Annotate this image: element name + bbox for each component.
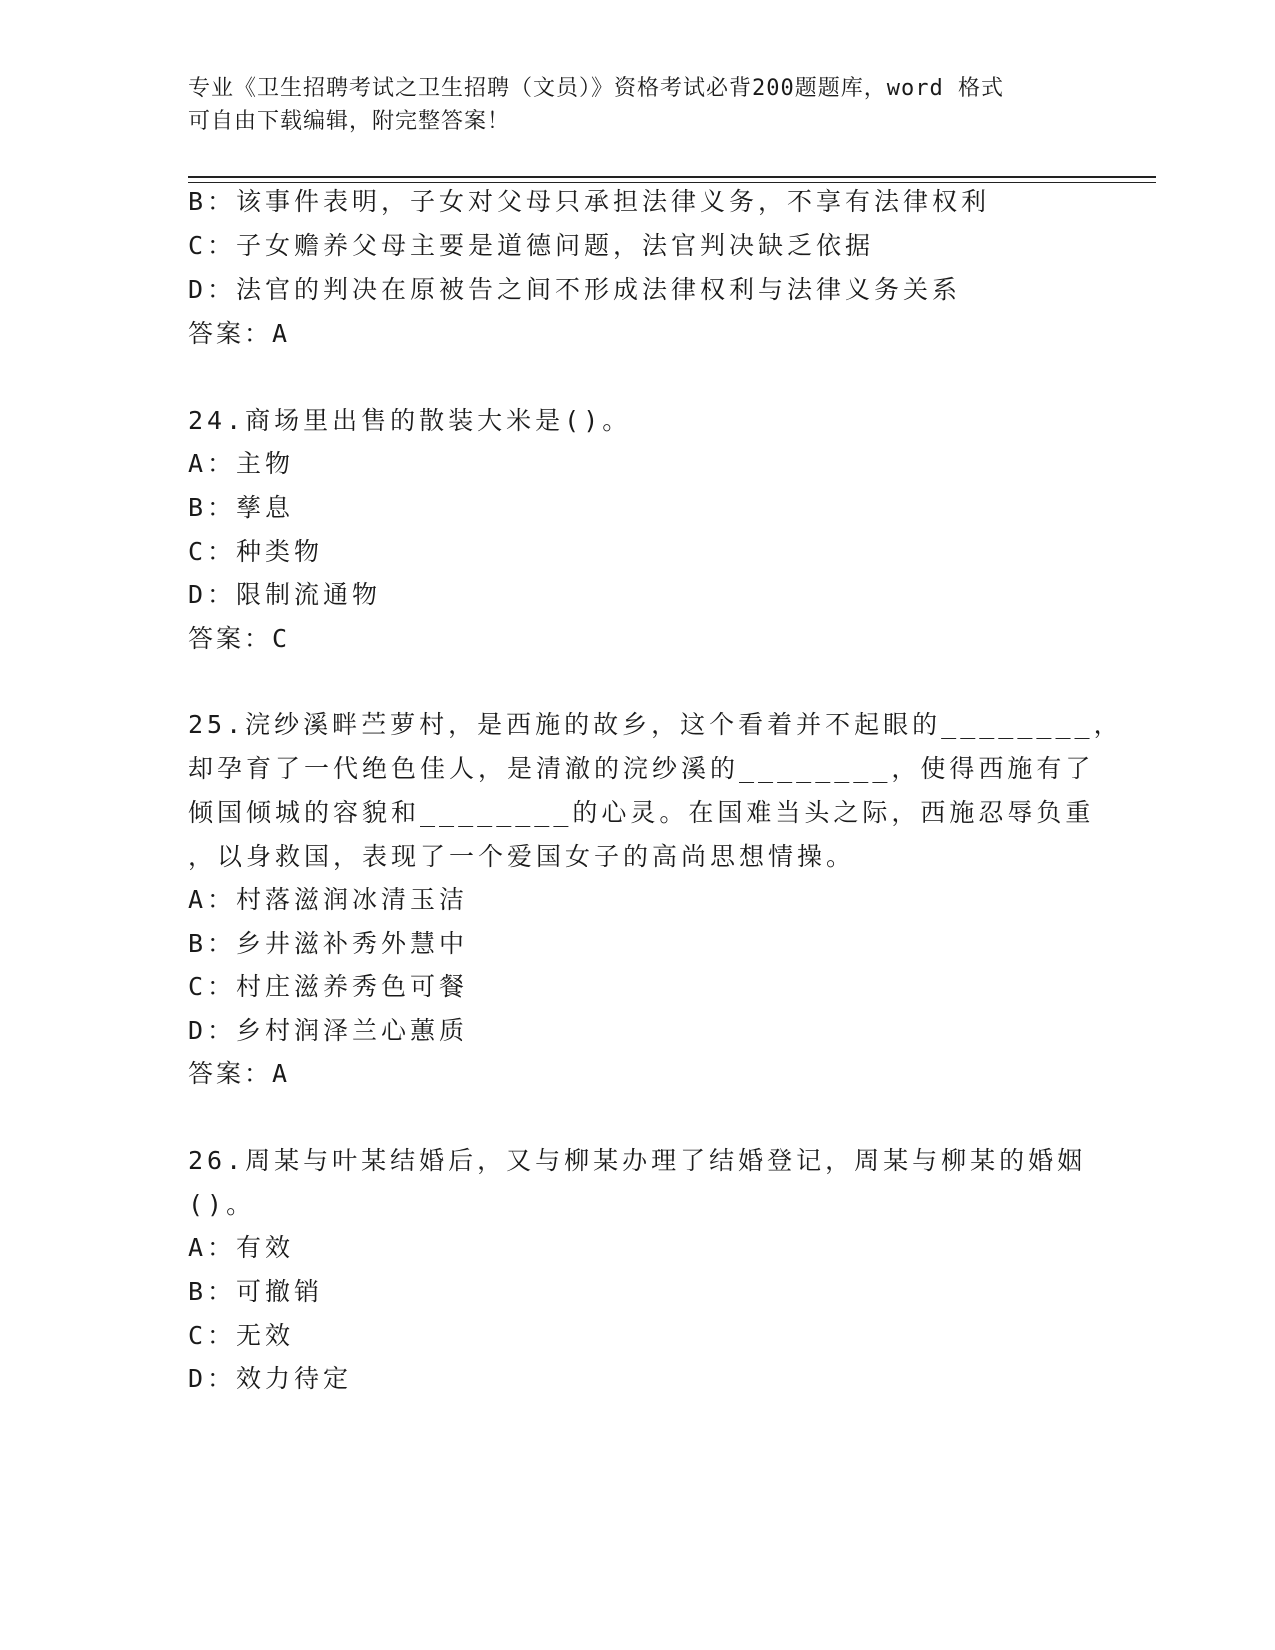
q25-option-a: A：村落滋润冰清玉洁 [188, 885, 469, 914]
header-rule-thin [188, 182, 1156, 183]
q26-option-d: D：效力待定 [188, 1364, 353, 1393]
q25-option-c: C：村庄滋养秀色可餐 [188, 972, 469, 1001]
q25-stem-line-3: 倾国倾城的容貌和________的心灵。在国难当头之际，西施忍辱负重 [188, 798, 1095, 827]
q24-stem: 24.商场里出售的散装大米是()。 [188, 406, 632, 435]
q24-option-d: D：限制流通物 [188, 580, 382, 609]
q24-option-a: A：主物 [188, 449, 295, 478]
q26-stem-line-2: ()。 [188, 1190, 256, 1219]
q23-option-c: C：子女赡养父母主要是道德问题，法官判决缺乏依据 [188, 231, 875, 260]
q25-stem-line-4: ，以身救国，表现了一个爱国女子的高尚思想情操。 [188, 842, 856, 871]
q26-stem-line-1: 26.周某与叶某结婚后，又与柳某办理了结婚登记，周某与柳某的婚姻 [188, 1146, 1087, 1175]
header-line-1: 专业《卫生招聘考试之卫生招聘（文员）》资格考试必背200题题库，word 格式 [188, 76, 1004, 101]
q24-answer: 答案：C [188, 624, 291, 653]
q25-stem-line-2: 却孕育了一代绝色佳人，是清澈的浣纱溪的________，使得西施有了 [188, 754, 1095, 783]
q24-option-b: B：孳息 [188, 493, 295, 522]
document-header [188, 72, 1088, 138]
header-line-2: 可自由下载编辑，附完整答案！ [188, 109, 511, 134]
q25-answer: 答案：A [188, 1059, 291, 1088]
q25-option-d: D：乡村润泽兰心蕙质 [188, 1016, 469, 1045]
q26-option-a: A：有效 [188, 1233, 295, 1262]
q26-option-b: B：可撤销 [188, 1277, 324, 1306]
q23-option-d: D：法官的判决在原被告之间不形成法律权利与法律义务关系 [188, 275, 962, 304]
q24-option-c: C：种类物 [188, 537, 324, 566]
q23-answer: 答案：A [188, 319, 291, 348]
q26-option-c: C：无效 [188, 1321, 295, 1350]
header-rule-thick [188, 176, 1156, 178]
q25-option-b: B：乡井滋补秀外慧中 [188, 929, 469, 958]
q25-stem-line-1: 25.浣纱溪畔苎萝村，是西施的故乡，这个看着并不起眼的________， [188, 710, 1123, 739]
q23-option-b: B：该事件表明，子女对父母只承担法律义务，不享有法律权利 [188, 187, 991, 216]
